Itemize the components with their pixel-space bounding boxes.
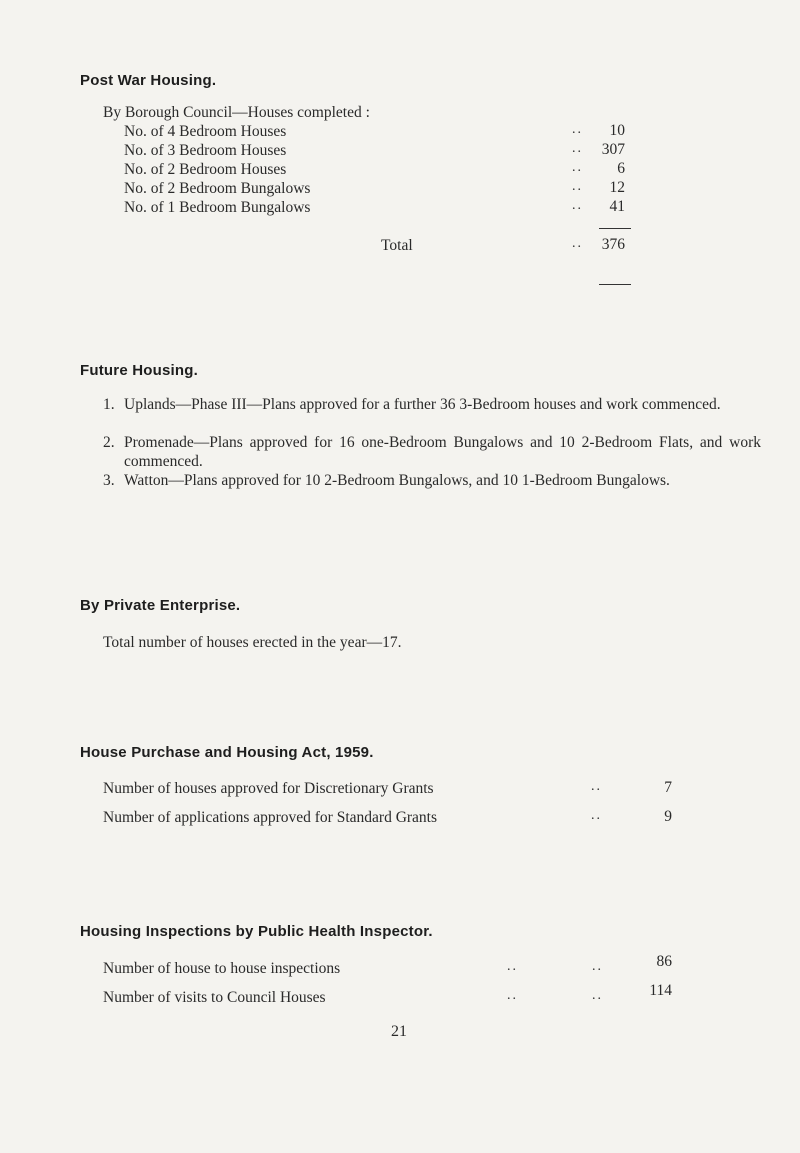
grant-row-dots: ..: [591, 779, 602, 794]
future-housing-heading: Future Housing.: [80, 362, 198, 379]
post-war-heading: Post War Housing.: [80, 72, 217, 89]
grant-row-value: 7: [664, 779, 672, 796]
row-dots: ..: [572, 122, 583, 137]
inspection-row-value: 86: [656, 953, 672, 970]
row-value: 12: [609, 179, 625, 196]
future-item-text: Promenade—Plans approved for 16 one-Bedroom Bungalows and 10 2-Bedroom Flats, and work commenced.: [124, 434, 761, 470]
item-number: 3.: [103, 472, 115, 489]
row-value: 6: [617, 160, 625, 177]
row-label: No. of 3 Bedroom Houses: [124, 142, 287, 159]
row-value: 10: [609, 122, 625, 139]
inspection-row-value: 114: [649, 982, 672, 999]
row-value: 307: [601, 141, 625, 158]
page-number: 21: [391, 1023, 407, 1040]
row-label: No. of 2 Bedroom Bungalows: [124, 180, 311, 197]
row-dots: ..: [572, 198, 583, 213]
row-value: 41: [609, 198, 625, 215]
future-item-text: Uplands—Phase III—Plans approved for a further 36 3-Bedroom houses and work commenced.: [124, 396, 721, 413]
item-number: 1.: [103, 396, 115, 413]
row-dots: ..: [572, 179, 583, 194]
total-dots: ..: [572, 236, 583, 251]
grant-row-dots: ..: [591, 808, 602, 823]
total-label: Total: [381, 237, 413, 254]
inspection-row-dots: ..: [592, 988, 603, 1003]
row-dots: ..: [572, 160, 583, 175]
row-label: No. of 1 Bedroom Bungalows: [124, 199, 311, 216]
total-value: 376: [601, 236, 625, 253]
borough-council-intro: By Borough Council—Houses completed :: [103, 104, 370, 121]
grant-row-label: Number of applications approved for Standard Grants: [103, 809, 438, 826]
house-purchase-heading: House Purchase and Housing Act, 1959.: [80, 744, 374, 761]
inspections-heading: Housing Inspections by Public Health Inspector.: [80, 923, 433, 940]
item-number: 2.: [103, 434, 115, 451]
grant-row-label: Number of houses approved for Discretionary Grants: [103, 780, 434, 797]
grant-row-value: 9: [664, 808, 672, 825]
private-enterprise-text: Total number of houses erected in the year—17.: [103, 634, 402, 651]
private-enterprise-heading: By Private Enterprise.: [80, 597, 241, 614]
future-item-text: Watton—Plans approved for 10 2-Bedroom Bungalows, and 10 1-Bedroom Bungalows.: [124, 472, 670, 489]
inspection-row-label: Number of visits to Council Houses: [103, 989, 326, 1006]
row-label: No. of 4 Bedroom Houses: [124, 123, 287, 140]
inspection-row-dots: ..: [507, 988, 518, 1003]
inspection-row-label: Number of house to house inspections: [103, 960, 341, 977]
total-rule-top: [599, 228, 631, 229]
row-dots: ..: [572, 141, 583, 156]
total-rule-bottom: [599, 284, 631, 285]
row-label: No. of 2 Bedroom Houses: [124, 161, 287, 178]
inspection-row-dots: ..: [507, 959, 518, 974]
inspection-row-dots: ..: [592, 959, 603, 974]
